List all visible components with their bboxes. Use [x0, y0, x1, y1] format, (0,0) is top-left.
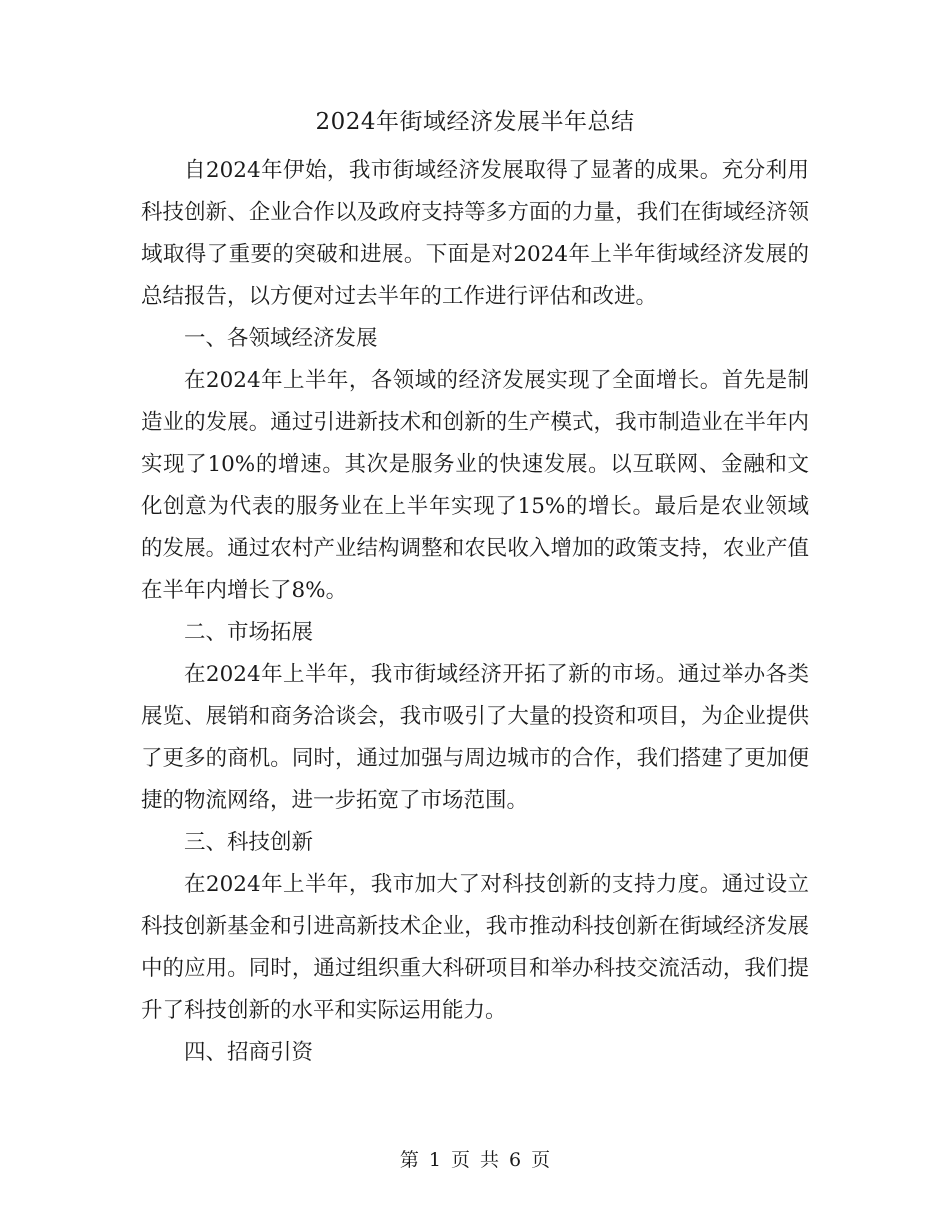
- section-heading-economy: 一、各领域经济发展: [184, 326, 378, 351]
- technology-paragraph: 在2024年上半年，我市加大了对科技创新的支持力度。通过设立科技创新基金和引进高新技术企业，我市推动科技创新在街域经济发展中的应用。同时，通过组织重大科研项目和举办科技交流活动，我们提升了科技创新的水平和实际运用能力。: [141, 872, 809, 1023]
- intro-paragraph: 自2024年伊始，我市街域经济发展取得了显著的成果。充分利用科技创新、企业合作以及政府支持等多方面的力量，我们在街域经济领域取得了重要的突破和进展。下面是对2024年上半年街域经济发展的总结报告，以方便对过去半年的工作进行评估和改进。: [141, 158, 809, 309]
- page-number: 第 1 页 共 6 页: [399, 1149, 551, 1171]
- section-heading-market: 二、市场拓展: [184, 620, 314, 645]
- economy-paragraph: 在2024年上半年，各领域的经济发展实现了全面增长。首先是制造业的发展。通过引进新技术和创新的生产模式，我市制造业在半年内实现了10%的增速。其次是服务业的快速发展。以互联网、金融和文化创意为代表的服务业在上半年实现了15%的增长。最后是农业领域的发展。通过农村产业结构调整和农民收入增加的政策支持，农业产值在半年内增长了8%。: [141, 368, 809, 603]
- section-heading-investment: 四、招商引资: [184, 1040, 314, 1065]
- market-paragraph: 在2024年上半年，我市街域经济开拓了新的市场。通过举办各类展览、展销和商务洽谈会，我市吸引了大量的投资和项目，为企业提供了更多的商机。同时，通过加强与周边城市的合作，我们搭建了更加便捷的物流网络，进一步拓宽了市场范围。: [141, 662, 809, 813]
- section-heading-technology: 三、科技创新: [184, 830, 314, 855]
- document-body: [141, 150, 809, 1074]
- document-title: 2024年街域经济发展半年总结: [315, 109, 635, 135]
